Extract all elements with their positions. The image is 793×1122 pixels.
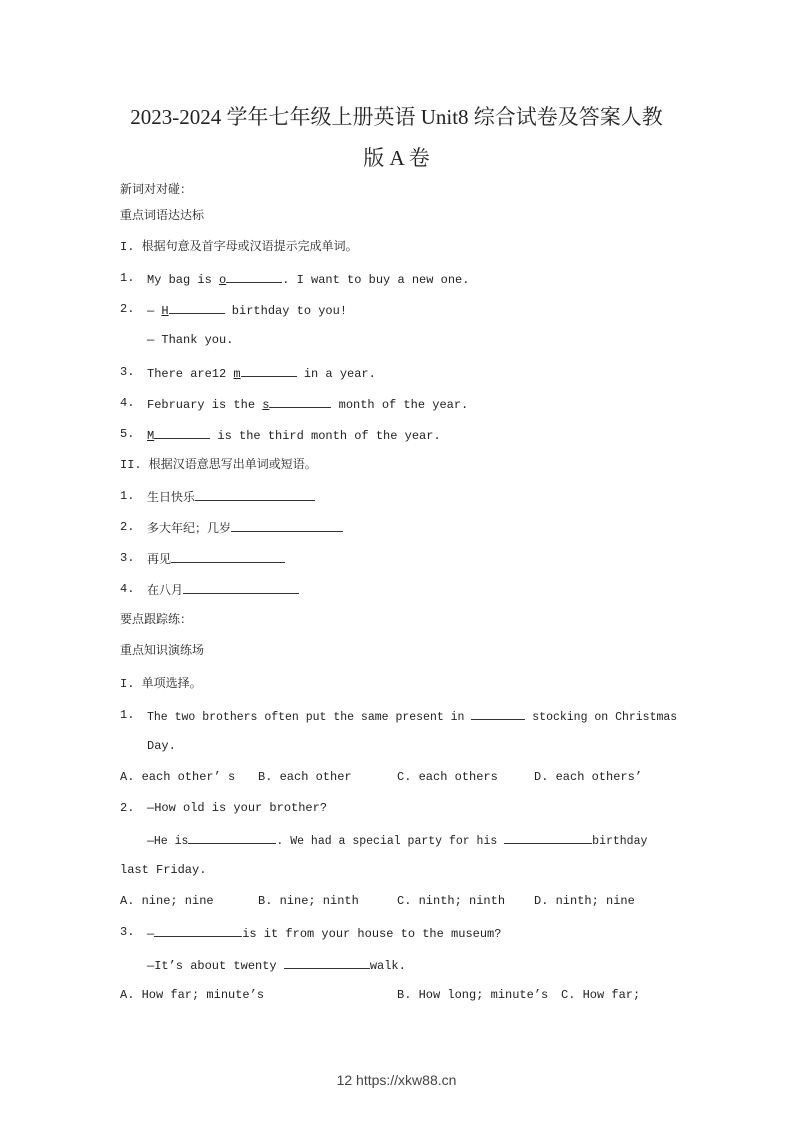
translation-item: 再见 — [147, 550, 285, 568]
part-title: I. 单项选择。 — [120, 677, 202, 691]
option-b: B. nine; ninth — [258, 894, 359, 908]
item-number: 2. — [120, 520, 135, 534]
reply-line: — Thank you. — [147, 333, 234, 347]
option-d: D. ninth; nine — [534, 894, 635, 908]
section-subheading: 重点词语达达标 — [120, 209, 205, 223]
question-item: My bag is o . I want to buy a new one. — [147, 270, 469, 288]
option-a: A. nine; nine — [120, 894, 214, 908]
question-item: — is it from your house to the museum? — [147, 924, 501, 942]
question-item: —How old is your brother? — [147, 801, 328, 815]
item-number: 3. — [120, 551, 135, 565]
question-continuation: Day. — [147, 739, 176, 753]
item-number: 5. — [120, 427, 135, 441]
question-continuation: last Friday. — [120, 863, 207, 877]
question-line: —He is . We had a special party for his birthday — [147, 831, 647, 850]
section-subheading: 重点知识演练场 — [120, 644, 205, 658]
title-line-2: 版 A 卷 — [363, 146, 430, 170]
item-number: 1. — [120, 489, 135, 503]
question-item: February is the s month of the year. — [147, 395, 468, 413]
item-number: 2. — [120, 801, 135, 815]
item-number: 3. — [120, 925, 135, 939]
item-number: 4. — [120, 582, 135, 596]
translation-item: 多大年纪；几岁 — [147, 519, 343, 537]
option-c: C. each others — [397, 770, 498, 784]
page-footer: 12 https://xkw88.cn — [336, 1072, 457, 1088]
option-b: B. each other — [258, 770, 352, 784]
item-number: 1. — [120, 708, 135, 722]
option-c: C. How far; — [561, 988, 641, 1002]
item-number: 1. — [120, 271, 135, 285]
option-a: A. How far; minute’s — [120, 988, 265, 1002]
option-a: A. each other’ s — [120, 770, 236, 784]
part-title: I. 根据句意及首字母或汉语提示完成单词。 — [120, 240, 358, 254]
item-number: 2. — [120, 302, 135, 316]
part-title: II. 根据汉语意思写出单词或短语。 — [120, 458, 317, 472]
title-line-1: 2023-2024 学年七年级上册英语 Unit8 综合试卷及答案人教 — [130, 105, 663, 129]
translation-item: 生日快乐 — [147, 488, 315, 506]
question-item: M is the third month of the year. — [147, 426, 441, 444]
option-c: C. ninth; ninth — [397, 894, 506, 908]
question-item: — H birthday to you! — [147, 301, 347, 319]
translation-item: 在八月 — [147, 581, 299, 599]
option-d: D. each others’ — [534, 770, 643, 784]
question-item: The two brothers often put the same present in stocking on Christmas — [147, 707, 677, 726]
option-b: B. How long; minute’s — [397, 988, 549, 1002]
question-line: —It’s about twenty walk. — [147, 956, 406, 974]
section-heading: 要点跟踪练： — [120, 613, 193, 627]
item-number: 4. — [120, 396, 135, 410]
item-number: 3. — [120, 365, 135, 379]
question-item: There are12 m in a year. — [147, 364, 376, 382]
section-heading: 新词对对碰： — [120, 183, 193, 197]
